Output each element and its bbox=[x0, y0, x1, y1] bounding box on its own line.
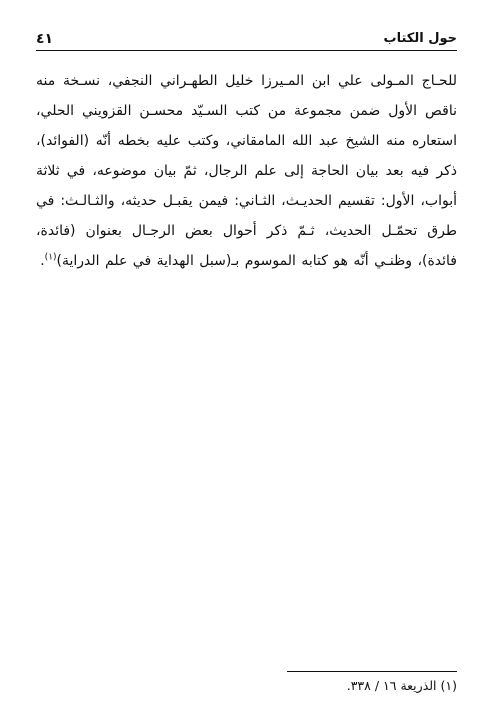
running-title: حول الكتاب bbox=[383, 31, 457, 46]
body-text-end: . bbox=[40, 253, 45, 269]
body-text: للحـاج المـولى علي ابن المـيرزا خليل الطهـراني النجفي، نسـخة منه ناقص الأول ضمن مجموعة من كتب السـيّد محسـن القزويني الحلي، استعاره منه الشيخ عبد الله المامقاني، وكتب عليه بخطه أنّه (الفوائد)، ذكر فيه بعد بيان الحاجة إلى علم الرجال، ثمّ بيان موضوعه، في ثلاثة أبواب، الأول: تقسيم الحديـث، الثـاني: فيمن يقبـل حديثه، والثـالـث: في طرق تحمّـل الحديث، ثـمّ ذكر أحوال بعض الرجـال بعنوان (فائدة، فائدة)، وظنـي أنّه هو كتابه الموسوم بـ(سبل الهداية في علم الدراية) bbox=[36, 73, 457, 269]
page-number: ٤١ bbox=[36, 31, 54, 47]
footnote: (١) الذريعة ١٦ / ٣٣٨. bbox=[346, 678, 457, 693]
body-paragraph bbox=[36, 66, 457, 276]
running-header bbox=[36, 26, 457, 48]
footnote-rule bbox=[287, 671, 457, 672]
header-rule bbox=[36, 50, 457, 51]
footnote-reference[interactable]: (١) bbox=[44, 252, 57, 263]
